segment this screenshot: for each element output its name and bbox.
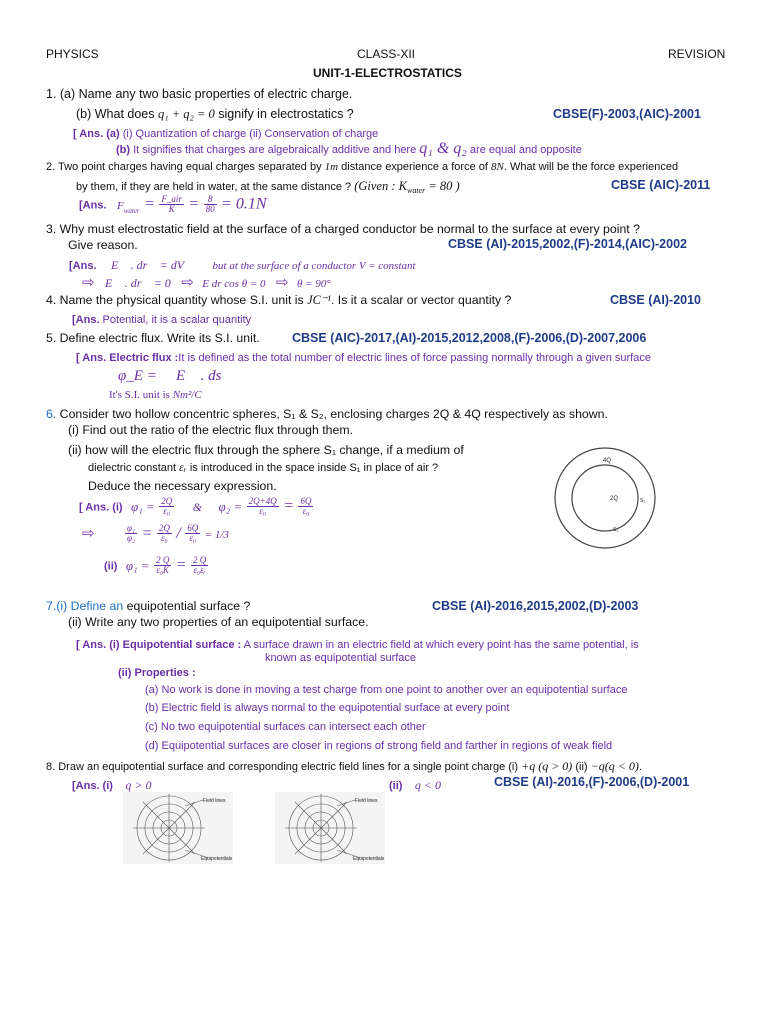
q6-line1: 6. Consider two hollow concentric spheres, S₁ & S₂, enclosing charges 2Q & 4Q respectively as shown.	[46, 407, 608, 421]
q8-ans-i: [Ans. (i) q > 0	[72, 778, 152, 792]
q6-line2: (i) Find out the ratio of the electric flux through them.	[68, 423, 354, 437]
q4-answer: [Ans. Potential, it is a scalar quantity	[72, 314, 252, 326]
q2-line1: 2. Two point charges having equal charges separated by 1m distance experience a force of 8N. What will be the force experienced	[46, 161, 679, 173]
revision-label: REVISION	[668, 47, 726, 61]
q2-line2: by them, if they are held in water, at the same distance ? (Given : $K_{water} = 80$ )	[76, 179, 460, 196]
label-s2: S₂	[640, 498, 646, 504]
q7-line2: (ii) Write any two properties of an equipotential surface.	[68, 615, 369, 629]
q1-ans-b: (b) It signifies that charges are algebraically additive and here q₁ & q₂ are equal and opposite	[116, 140, 582, 157]
q7-prop-b: (b) Electric field is always normal to the equipotential surface at every point	[145, 702, 510, 714]
q1-ans-a: [ Ans. (a) (i) Quantization of charge (ii) Conservation of charge	[73, 128, 379, 140]
concentric-spheres-figure	[552, 445, 660, 553]
q1-b: (b) What does q₁ + q₂ = 0 signify in electrostatics ?	[76, 107, 354, 121]
q3-line1: 3. Why must electrostatic field at the surface of a charged conductor be normal to the surface at every point ?	[46, 222, 640, 236]
q7-prop-d: (d) Equipotential surfaces are closer in regions of strong field and farther in regions of weak field	[145, 740, 613, 752]
q5-ref: CBSE (AIC)-2017,(AI)-2015,2012,2008,(F)-2006,(D)-2007,2006	[292, 331, 647, 345]
q5-flux-equation: φ_E = ∮ E⃗ . ds⃗	[118, 368, 234, 384]
class-label: CLASS-XII	[357, 47, 416, 61]
label-4q: 4Q	[603, 458, 612, 464]
q3-ans-line2: ⇨ E⃗ . dr⃗ = 0 ⇨ E dr cos θ = 0 ⇨ θ = 90°	[82, 274, 331, 291]
equipotentials-label-1: Equipotentials	[201, 856, 233, 862]
equipotentials-label-2: Equipotentials	[353, 856, 385, 862]
field-lines-label-1: Field lines	[203, 798, 226, 804]
unit-title: UNIT-1-ELECTROSTATICS	[313, 66, 462, 80]
q5-answer: [ Ans. Electric flux :It is defined as the total number of electric lines of force passing normally through a given surface	[76, 352, 651, 364]
q3-line2: Give reason.	[68, 238, 138, 252]
q4-ref: CBSE (AI)-2010	[610, 293, 701, 307]
q8-ans-ii: (ii) q < 0	[389, 778, 442, 792]
q6-line5: Deduce the necessary expression.	[88, 479, 277, 493]
q7-prop-c: (c) No two equipotential surfaces can intersect each other	[145, 721, 426, 733]
q1-a: 1. (a) Name any two basic properties of electric charge.	[46, 87, 353, 101]
q3-ref: CBSE (AI)-2015,2002,(F)-2014,(AIC)-2002	[448, 237, 687, 251]
q5-unit: It's S.I. unit is Nm²/C	[109, 389, 202, 401]
q2-answer: [Ans. $F_{water}$ = $\frac{\text{F\_air}}{K}$ = $\frac{8}{80}$ = 0.1N	[79, 194, 267, 215]
q6-ans-ii: (ii) φ₁ = $\frac{2 Q}{\text{ε₀K}}$ = $\frac{2 Q}{\text{ε₀εᵣ}}$	[104, 555, 207, 575]
q5-question: 5. Define electric flux. Write its S.I. unit.	[46, 331, 260, 345]
q8-question: 8. Draw an equipotential surface and corresponding electric field lines for a single point charge (i) +q (q > 0) (ii) −q(q < 0).	[46, 759, 642, 773]
q6-ans-ratio: ⇨ $\frac{\text{φ₁}}{\text{φ₂}}$ = $\frac{2Q}{\text{ε₀}}$ / $\frac{6Q}{\text{ε₀}}$ = 1/3	[82, 523, 229, 544]
q6-ans-i: [ Ans. (i) φ₁ = $\frac{2Q}{\text{ε₀}}$ & φ₂ = $\frac{2Q+4Q}{\text{ε₀}}$ = $\frac{6Q}{\text{ε₀}}$	[79, 496, 312, 516]
label-s1: S₁	[613, 527, 619, 533]
q7-ans-def2: known as equipotential surface	[265, 652, 417, 664]
q7-prop-a: (a) No work is done in moving a test charge from one point to another over an equipotential surface	[145, 684, 628, 696]
q8-ref: CBSE (AI)-2016,(F)-2006,(D)-2001	[494, 775, 690, 789]
q2-ref: CBSE (AIC)-2011	[611, 178, 711, 192]
q7-ans-def: [ Ans. (i) Equipotential surface : A surface drawn in an electric field at which every point has the same potential, is	[76, 639, 639, 651]
q4-question: 4. Name the physical quantity whose S.I. unit is JC⁻¹. Is it a scalar or vector quantity ?	[46, 293, 512, 307]
q6-line4: dielectric constant εᵣ is introduced in the space inside S₁ in place of air ?	[88, 460, 439, 474]
q6-line3: (ii) how will the electric flux through the sphere S₁ change, if a medium of	[68, 443, 464, 457]
q1-ref: CBSE(F)-2003,(AIC)-2001	[553, 107, 701, 121]
label-2q: 2Q	[610, 496, 619, 502]
q7-line1: 7.(i) Define an equipotential surface ?	[46, 599, 251, 613]
q7-props-label: (ii) Properties :	[118, 667, 196, 679]
q3-ans-line1: [Ans. E⃗ . dr⃗ = dV but at the surface of a conductor V = constant	[69, 258, 416, 272]
field-lines-negative-figure	[275, 792, 385, 864]
q7-ref: CBSE (AI)-2016,2015,2002,(D)-2003	[432, 599, 639, 613]
subject-label: PHYSICS	[46, 47, 99, 61]
field-lines-positive-figure	[123, 792, 233, 864]
field-lines-label-2: Field lines	[355, 798, 378, 804]
